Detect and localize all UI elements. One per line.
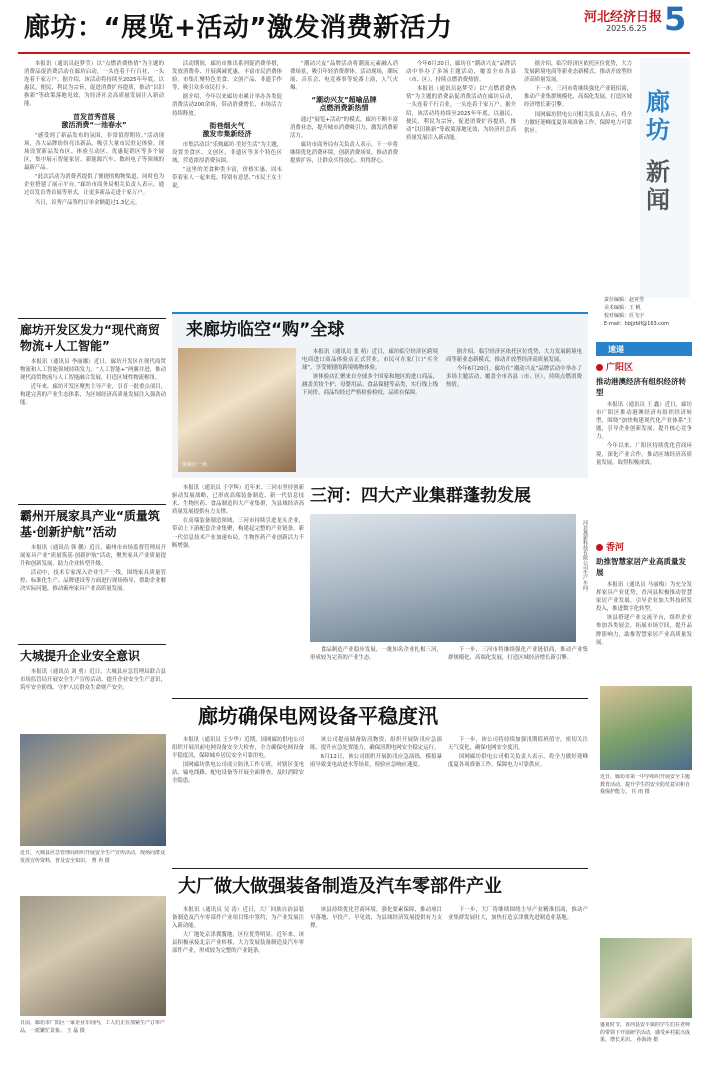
feature2-body-a	[172, 484, 304, 692]
mid-para: “潮动兴友”品牌活动将潮流元素融入消费场景，吸引年轻消费群体。活动现场，潮玩展、音乐会、电竞赛事等轮番上演，人气火爆。	[290, 61, 398, 92]
mid-col-d	[524, 60, 632, 310]
right-para: 本报讯（通讯员 马丽梅）为充分发挥家具产业优势，香河县积极推动智慧家居产业发展，引导企业加大科技研发投入，推进数字化转型。	[596, 582, 692, 613]
feature3-body-a	[172, 736, 304, 864]
feature3-para: 下一步，该公司将持续加强汛期值班值守，密切关注天气变化，确保电网安全度汛。	[448, 737, 588, 752]
mid-para: 下一步，三河市将继续强化产业链招商，推动产业集群规模化、高端化发展，打造区域经济增长新引擎。	[524, 86, 632, 109]
feature3-para: 6月12日，该公司组织开展防汛应急演练，模拟暴雨导致变电站进水等场景，检验应急响应速度。	[310, 754, 442, 769]
mid-para: 市集活动以“乐购廊坊·美好生活”为主题，设置美食区、文创区、非遗区等多个特色区域，营造浓厚消费氛围。	[172, 141, 282, 165]
mid-para: 廊坊市商务局有关负责人表示，下一步将继续优化消费环境，创新消费场景，推动消费提质扩容，让群众买得放心、用得舒心。	[290, 141, 398, 165]
section-name	[646, 88, 670, 214]
district-tag	[596, 540, 692, 553]
feature3-para: 该公司提前储备防汛物资，组织开展防汛应急演练，提升应急处置能力，确保汛期电网安全稳定运行。	[310, 737, 442, 752]
lead-para: 本报讯（通讯员赵梦莹）以“点燃消费热情”为主题的消费品促消费活动在廊坊启动，一头连着千行百业，一头连着千家万户。据介绍，该活动将持续至2025年年底，以惠民、便民、利民为宗旨，促进消费扩容提质，推动“以旧换新”等政策落地见效，为经济社会高质量发展注入新动能。	[24, 61, 164, 108]
editor-line: E-mail：hbjjrblf@163.com	[604, 321, 669, 327]
mid-para: 今年6月20日，廊坊在“潮动兴友”品牌活动中举办了多场主题活动，覆盖全市各县（市、区），持续点燃消费热情。	[406, 61, 516, 84]
editor-box	[604, 296, 692, 336]
left-headline-1: 廊坊开发区发力“现代商贸物流+人工智能”	[20, 323, 160, 353]
right-news-body	[596, 581, 692, 695]
feature1-title: 来廊坊临空“购”全球	[186, 320, 345, 340]
mid-col-b	[290, 60, 398, 310]
left-para: 本报讯（通讯员 李丽娜）近日，廊坊开发区在现代商贸物流和人工智能领域持续发力，“人工智能+”两翼并进，推动现代商贸物流与人工智能融合发展，打造区域性物流枢纽。	[20, 359, 166, 382]
right-para: 本报讯（通讯员 王 鑫）近日，廊坊市广阳区推动港澳经济有组织经济转型，围绕“加快构建现代化产业体系”主题，引导企业创新发展，提升核心竞争力。	[596, 402, 692, 441]
newspaper-logo: 河北经济日报	[584, 10, 663, 25]
feature4-para: 本报讯（通讯员 吴 涛）近日，大厂回族自治县装备制造及汽车零部件产业项目集中签约，为产业发展注入新动能。	[172, 907, 304, 930]
mid-para: 活动期间，廊坊市推出系列促消费举措，发放消费券、开展满减优惠，丰富市民消费体验。市集汇聚特色美食、文创产品、非遗手作等，吸引众多市民打卡。	[172, 61, 282, 92]
left-photo-1	[20, 734, 166, 846]
left-body-3	[20, 668, 166, 728]
lead-subhead-2: 激活消费“一池春水”	[61, 120, 127, 129]
divider	[172, 698, 588, 699]
feature2-photo	[310, 514, 576, 642]
district-name: 广阳区	[606, 363, 634, 373]
divider	[172, 868, 588, 869]
feature3-body-b	[310, 736, 442, 864]
divider	[18, 318, 166, 319]
right-photo-caption-2: 盛夏时节，香河县安平镇的学生们在老师的带领下开展研学活动，感受乡村振兴成果，增长见识。 孙海涛 摄	[600, 1022, 691, 1044]
right-news-2	[596, 540, 692, 680]
feature2-para: 在高端装备制造领域，三河市持续引进龙头企业，带动上下游配套企业集聚，构建起完整的产业链条。新一代信息技术产业加速布局，生物医药产业创新活力不断增强。	[172, 518, 304, 549]
feature1-para: 该体验店汇聚来自全球多个国家和地区的进口商品，涵盖美妆个护、母婴用品、食品保健等品类，实行线上线下同价，商品均经过严格检验检疫，品质有保障。	[302, 374, 438, 397]
mid-para: 国网廊坊供电公司相关负责人表示，将全力做好迎峰度夏各项准备工作，保障电力可靠供应。	[524, 111, 632, 134]
lead-para: 当日，首秀产品签约订单金额超过1.3亿元。	[34, 199, 141, 206]
feature3-para: 本报讯（通讯员 王少华）近期，国网廊坊供电公司组织开展汛前电网设备安全大检查，全力确保电网设备平稳度汛，保障城乡居民安全可靠用电。	[172, 737, 304, 760]
feature2-para: 本报讯（通讯员 于学辉）近年来，三河市坚持创新驱动发展战略，已形成高端装备制造、新一代信息技术、生物医药、食品制造四大产业集群，为县域经济高质量发展提供有力支撑。	[172, 485, 304, 516]
left-para: 活动中，技术专家深入企业生产一线，围绕家具质量管控、标准化生产、品牌建设等方面进行现场指导，帮助企业解决实际问题，推动霸州家具产业高质量发展。	[20, 570, 166, 593]
right-photo	[600, 686, 692, 770]
left-photo-caption-2: 日前，廊坊市广阳区一家企业车间内，工人们正在加紧生产订单产品，一派繁忙景象。 王 磊 摄	[20, 1020, 166, 1034]
mid-para: 通过“展览+活动”的模式，廊坊不断丰富消费业态，提升城市消费吸引力，激发消费新活力。	[290, 116, 398, 139]
divider	[18, 644, 166, 645]
feature3-para: 国网廊坊供电公司相关负责人表示，将全力做好迎峰度夏各项准备工作，保障电力可靠供应。	[448, 754, 588, 769]
mid-para: “这里的美食种类丰富，价格实惠，周末带着家人一起来逛，特别有意思。”市民王女士说。	[172, 167, 282, 190]
district-name: 香河	[606, 543, 625, 553]
mid-para: 据介绍，临空经济区依托区位优势，大力发展跨境电商等新业态新模式，推动开放型经济高质量发展。	[524, 61, 632, 84]
mid-subhead: 点燃消费新热情	[319, 104, 369, 113]
right-news-title: 推动港澳经济有组织经济转型	[596, 377, 686, 397]
page-number: 5	[664, 0, 687, 38]
feature2-photo-caption: 河北燕新科技有限公司生产车间。	[582, 520, 588, 595]
lead-subhead: 首发首秀首展	[73, 112, 115, 121]
issue-date: 2025.6.25	[606, 24, 647, 33]
left-body-1	[20, 358, 166, 498]
feature2-body-b	[310, 646, 442, 696]
feature2-title: 三河：四大产业集群蓬勃发展	[310, 486, 531, 506]
feature3-title: 廊坊确保电网设备平稳度汛	[198, 704, 438, 728]
right-news-1	[596, 360, 692, 536]
lead-article-col1	[24, 60, 164, 312]
section-char: 廊	[646, 88, 670, 116]
left-body-2	[20, 544, 166, 640]
lead-para: “感受到了新品发布的氛围，非常值得期待。”活动现场，各大品牌纷纷亮出新品，吸引大量市民驻足体验。现场设置新品发布区、体验互动区、优惠促销区等多个展区，集中展示智能家居、新能源汽车、数码电子等领域的最新产品。	[24, 132, 164, 172]
feature3-body-c	[448, 736, 588, 864]
right-news-body	[596, 401, 692, 551]
feature4-body-a	[172, 906, 304, 1084]
express-bar	[596, 342, 692, 356]
feature1-photo	[178, 348, 296, 472]
right-photo-2	[600, 938, 692, 1018]
masthead-rule	[18, 52, 690, 54]
lead-para: “此次活动为消费者提供了便捷的购物渠道，同时也为企业搭建了展示平台。”廊坊市商务局相关负责人表示，通过首发首秀首展等形式，让更多新品走进千家万户。	[24, 174, 164, 197]
editor-line: 美术编辑：王 帆	[604, 305, 641, 311]
left-para: 本报讯（通讯员 刘 勇）近日，大城县应急管理局联合县市场监管局开展安全生产宣传活动，提升企业安全生产意识，筑牢安全防线，守护人民群众生命财产安全。	[20, 669, 166, 692]
right-news-title: 助推智慧家居产业高质量发展	[596, 557, 686, 577]
feature1-body-b	[446, 348, 582, 474]
feature1-para: 据介绍，临空经济区依托区位优势，大力发展跨境电商等新业态新模式，推动开放型经济高质量发展。	[446, 349, 582, 364]
editor-line: 责任编辑：赵亚男	[604, 297, 645, 303]
mid-para: 本报讯（通讯员赵梦莹）以“点燃消费热情”为主题的消费品促消费活动在廊坊启动，一头连着千行百业，一头连着千家万户。据介绍，该活动将持续至2025年年底，以惠民、便民、利民为宗旨，促进消费扩容提质，推动“以旧换新”等政策落地见效，为经济社会高质量发展注入新动能。	[406, 86, 516, 141]
feature4-para: 下一步，大厂将继续围绕主导产业精准招商，推动产业集群发展壮大，加快打造京津冀先进制造业基地。	[448, 907, 588, 922]
feature2-body-c	[448, 646, 588, 696]
feature4-body-c	[448, 906, 588, 1084]
section-char: 坊	[646, 116, 670, 144]
mid-col-c	[406, 60, 516, 310]
editor-line: 校对编辑：任飞宇	[604, 313, 645, 319]
left-para: 本报讯（通讯员 韩 鹏）近日，霸州市市场监督管理局开展家具产业“质量筑基·创新护航”活动，聚焦家具产业质量提升和创新发展，助力企业转型升级。	[20, 545, 166, 568]
feature4-para: 该县持续优化营商环境，强化要素保障，推动项目早落地、早投产、早见效，为县域经济发展提供有力支撑。	[310, 907, 442, 930]
left-photo-caption-1: 近日，大城县应急管理局组织开展安全生产宣传活动，现场向群众发放宣传资料，普及安全知识。 曹 冉 摄	[20, 850, 166, 864]
section-char: 闻	[646, 186, 670, 214]
left-para: 近年来，廊坊开发区聚焦主导产业，引育一批重点项目，构建完善的产业生态体系，为区域经济高质量发展注入强劲动能。	[20, 384, 166, 407]
mid-subhead: 街巷烟火气	[209, 121, 245, 130]
feature2-para: 食品制造产业稳步发展，一批知名企业扎根三河，形成较为完善的产业生态。	[310, 647, 442, 662]
mid-para: 据介绍，今年以来廊坊市累计举办各类促消费活动200余场，带动消费增长，市场活力持续释放。	[172, 94, 282, 117]
page-headline: 廊坊：“展览+活动”激发消费新活力	[24, 13, 453, 43]
right-para: 今年以来，广阳区持续优化营商环境，深化产业合作，推动区域经济高质量发展，取得积极成效。	[596, 443, 692, 466]
feature2-para: 下一步，三河市将继续强化产业链招商，推动产业集群规模化、高端化发展，打造区域经济增长新引擎。	[448, 647, 588, 662]
divider	[18, 504, 166, 505]
section-char: 新	[646, 158, 670, 186]
location-pin-icon	[596, 544, 603, 551]
section-banner	[640, 58, 690, 298]
location-pin-icon	[596, 364, 603, 371]
left-headline-2: 霸州开展家具产业“质量筑基·创新护航”活动	[20, 509, 160, 539]
mid-col-a	[172, 60, 282, 310]
mid-subhead: “潮动兴友”超喻品牌	[311, 96, 377, 105]
left-headline-3: 大城提升企业安全意识	[20, 649, 141, 663]
feature4-para: 大厂地处京津冀腹地，区位优势明显。近年来，该县积极承接北京产业转移，大力发展装备制造及汽车零部件产业，形成较为完整的产业链条。	[172, 932, 304, 955]
district-tag	[596, 360, 692, 373]
feature1-para: 本报讯（通讯员 张 萌）近日，廊坊临空经济区跨境电商进口商品体验店正式营业，市民可在家门口“买全球”，享受便捷的跨境购物体验。	[302, 349, 438, 372]
feature4-title: 大厂做大做强装备制造及汽车零部件产业	[178, 876, 502, 897]
feature1-photo-caption: 免税店一角。	[182, 462, 213, 468]
left-photo-2	[20, 896, 166, 1016]
feature1-para: 今年6月20日，廊坊在“潮动兴友”品牌活动中举办了多场主题活动，覆盖全市各县（市、区），持续点燃消费热情。	[446, 366, 582, 389]
right-photo-caption: 近日，廊坊市第一中学组织开展安全主题教育活动，提升学生的安全防范意识和自我保护能力。 任 雨 摄	[600, 774, 691, 796]
feature3-para: 国网廊坊供电公司成立防汛工作专班，对辖区变电站、输电线路、配电设备等开展全面排查，及时消除安全隐患。	[172, 762, 304, 785]
right-para: 该县搭建产业交流平台，组织企业参加各类展会，拓展市场空间，提升品牌影响力，助推智慧家居产业高质量发展。	[596, 615, 692, 646]
mid-subhead: 激发市集新经济	[202, 129, 252, 138]
express-label: 速递	[608, 345, 624, 354]
feature4-body-b	[310, 906, 442, 1084]
feature1-body-a	[302, 348, 438, 474]
